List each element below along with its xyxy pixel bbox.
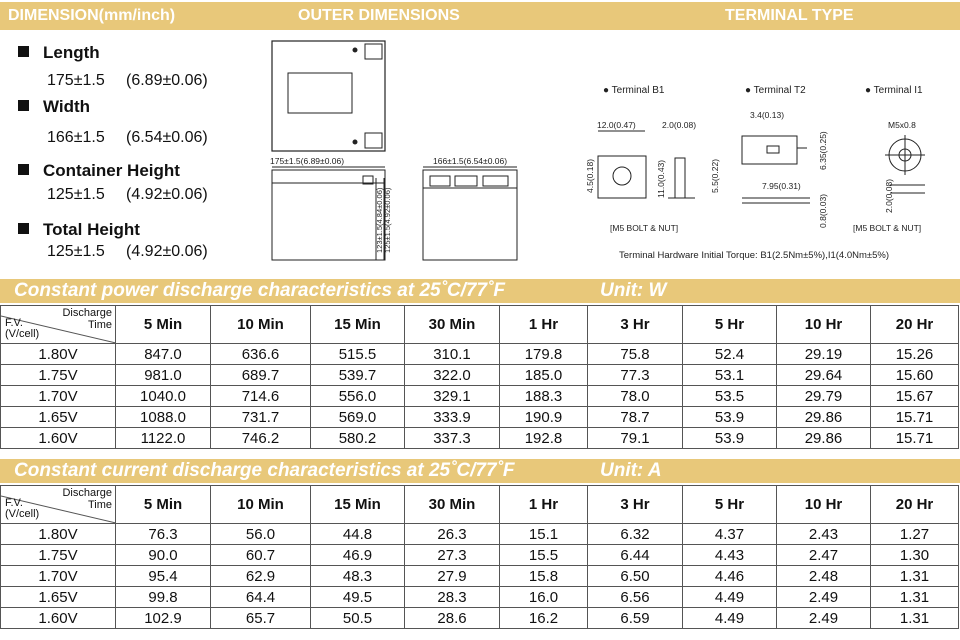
table-cell: 1.27 [871, 524, 959, 545]
column-header: 15 Min [311, 486, 405, 524]
column-header: 20 Hr [871, 306, 959, 344]
column-header: 5 Hr [683, 306, 777, 344]
outer-dimensions-heading: OUTER DIMENSIONS [298, 7, 460, 24]
table-cell: 4.49 [683, 587, 777, 608]
table-cell: 731.7 [211, 407, 311, 428]
column-header: 10 Min [211, 486, 311, 524]
table-cell: 29.79 [777, 386, 871, 407]
column-header: 1 Hr [500, 486, 588, 524]
table-cell: 29.86 [777, 407, 871, 428]
dimension-total-height-value: 125±1.5 (4.92±0.06) [47, 243, 208, 260]
column-header: 10 Min [211, 306, 311, 344]
table-cell: 52.4 [683, 344, 777, 365]
svg-text:11.0(0.43): 11.0(0.43) [656, 159, 666, 198]
svg-text:3.4(0.13): 3.4(0.13) [750, 110, 785, 120]
technical-drawing [255, 38, 960, 270]
table-cell: 179.8 [500, 344, 588, 365]
table-cell: 185.0 [500, 365, 588, 386]
table-cell: 15.71 [871, 428, 959, 449]
table-cell: 6.56 [588, 587, 683, 608]
table-cell: 322.0 [405, 365, 500, 386]
row-voltage-cell: 1.75V [1, 365, 116, 386]
width-dimension-label: 166±1.5(6.54±0.06) [433, 156, 508, 166]
column-header: 5 Min [116, 306, 211, 344]
table-cell: 26.3 [405, 524, 500, 545]
column-header: 20 Hr [871, 486, 959, 524]
table-cell: 847.0 [116, 344, 211, 365]
column-header: 3 Hr [588, 486, 683, 524]
table-cell: 6.44 [588, 545, 683, 566]
dimension-width-value: 166±1.5 (6.54±0.06) [47, 129, 208, 146]
column-header: 10 Hr [777, 486, 871, 524]
dimension-container-height-label: Container Height [18, 161, 180, 181]
row-voltage-cell: 1.70V [1, 386, 116, 407]
table-cell: 50.5 [311, 608, 405, 629]
table-cell: 569.0 [311, 407, 405, 428]
table-cell: 27.3 [405, 545, 500, 566]
current-table-title-bar [0, 459, 960, 483]
table-cell: 190.9 [500, 407, 588, 428]
table-row [1, 545, 959, 566]
table-cell: 15.67 [871, 386, 959, 407]
column-header: 10 Hr [777, 306, 871, 344]
terminal-type-heading: TERMINAL TYPE [725, 7, 854, 24]
table-cell: 4.43 [683, 545, 777, 566]
table-cell: 192.8 [500, 428, 588, 449]
table-cell: 4.46 [683, 566, 777, 587]
table-header-row [1, 486, 959, 524]
column-header: 3 Hr [588, 306, 683, 344]
table-cell: 53.9 [683, 407, 777, 428]
row-voltage-cell: 1.60V [1, 608, 116, 629]
table-row [1, 524, 959, 545]
terminal-i1-drawing [853, 120, 925, 233]
table-cell: 15.26 [871, 344, 959, 365]
table-cell: 6.59 [588, 608, 683, 629]
dimension-length-label: Length [18, 43, 100, 63]
table-cell: 337.3 [405, 428, 500, 449]
svg-text:2.0(0.08): 2.0(0.08) [884, 178, 894, 213]
table-cell: 2.43 [777, 524, 871, 545]
table-cell: 16.2 [500, 608, 588, 629]
power-table-title: Constant power discharge characteristics at 25˚C/77˚F [14, 280, 505, 301]
svg-text:5.5(0.22): 5.5(0.22) [710, 158, 720, 193]
svg-text:7.95(0.31): 7.95(0.31) [762, 181, 801, 191]
length-dimension-label: 175±1.5(6.89±0.06) [270, 156, 345, 166]
column-header: 5 Min [116, 486, 211, 524]
table-cell: 16.0 [500, 587, 588, 608]
row-voltage-cell: 1.75V [1, 545, 116, 566]
side-view-drawing [423, 156, 517, 260]
table-cell: 60.7 [211, 545, 311, 566]
table-cell: 78.0 [588, 386, 683, 407]
table-cell: 53.5 [683, 386, 777, 407]
table-cell: 53.9 [683, 428, 777, 449]
table-cell: 15.71 [871, 407, 959, 428]
table-cell: 333.9 [405, 407, 500, 428]
dimension-heading: DIMENSION(mm/inch) [8, 7, 176, 24]
table-cell: 188.3 [500, 386, 588, 407]
table-cell: 78.7 [588, 407, 683, 428]
terminal-i1-label: ● Terminal I1 [865, 85, 923, 96]
power-table-unit: Unit: W [600, 280, 667, 301]
table-cell: 27.9 [405, 566, 500, 587]
svg-text:[M5 BOLT & NUT]: [M5 BOLT & NUT] [610, 223, 679, 233]
table-cell: 1.31 [871, 566, 959, 587]
table-cell: 636.6 [211, 344, 311, 365]
dimension-width-label: Width [18, 97, 90, 117]
table-cell: 539.7 [311, 365, 405, 386]
current-table-title: Constant current discharge characteristics at 25˚C/77˚F [14, 460, 515, 481]
row-voltage-cell: 1.65V [1, 407, 116, 428]
table-cell: 15.60 [871, 365, 959, 386]
top-view-drawing [272, 41, 385, 151]
terminal-t2-label: ● Terminal T2 [745, 85, 806, 96]
table-cell: 2.47 [777, 545, 871, 566]
power-table [0, 305, 959, 449]
table-cell: 90.0 [116, 545, 211, 566]
header-bar [0, 2, 960, 30]
current-table [0, 485, 959, 629]
table-cell: 53.1 [683, 365, 777, 386]
table-header-row [1, 306, 959, 344]
table-cell: 44.8 [311, 524, 405, 545]
column-header: 30 Min [405, 486, 500, 524]
table-cell: 46.9 [311, 545, 405, 566]
table-row [1, 344, 959, 365]
row-voltage-cell: 1.65V [1, 587, 116, 608]
torque-note: Terminal Hardware Initial Torque: B1(2.5Nm±5%),I1(4.0Nm±5%) [619, 250, 890, 261]
table-cell: 4.49 [683, 608, 777, 629]
table-cell: 981.0 [116, 365, 211, 386]
table-corner-cell: Discharge Time F.V. (V/cell) [1, 306, 116, 344]
terminal-b1-label: ● Terminal B1 [603, 85, 665, 96]
table-cell: 2.49 [777, 608, 871, 629]
power-table-title-bar [0, 279, 960, 303]
table-cell: 1.31 [871, 608, 959, 629]
table-cell: 62.9 [211, 566, 311, 587]
current-table-unit: Unit: A [600, 460, 662, 481]
column-header: 30 Min [405, 306, 500, 344]
table-cell: 4.37 [683, 524, 777, 545]
table-row [1, 407, 959, 428]
svg-text:6.35(0.25): 6.35(0.25) [818, 131, 828, 170]
table-cell: 49.5 [311, 587, 405, 608]
table-cell: 15.5 [500, 545, 588, 566]
table-cell: 1040.0 [116, 386, 211, 407]
table-row [1, 386, 959, 407]
table-cell: 28.6 [405, 608, 500, 629]
column-header: 5 Hr [683, 486, 777, 524]
height-dimension-label-1: 123±1.5(4.84±0.06) [375, 187, 384, 253]
front-view-drawing [270, 156, 392, 260]
table-cell: 77.3 [588, 365, 683, 386]
table-cell: 6.50 [588, 566, 683, 587]
table-cell: 2.49 [777, 587, 871, 608]
table-cell: 746.2 [211, 428, 311, 449]
table-cell: 79.1 [588, 428, 683, 449]
table-cell: 102.9 [116, 608, 211, 629]
terminal-b1-drawing [585, 120, 720, 233]
svg-text:4.5(0.18): 4.5(0.18) [585, 158, 595, 193]
table-cell: 310.1 [405, 344, 500, 365]
table-cell: 65.7 [211, 608, 311, 629]
table-row [1, 587, 959, 608]
table-cell: 64.4 [211, 587, 311, 608]
table-cell: 29.64 [777, 365, 871, 386]
table-cell: 56.0 [211, 524, 311, 545]
row-voltage-cell: 1.80V [1, 344, 116, 365]
table-cell: 28.3 [405, 587, 500, 608]
table-row [1, 428, 959, 449]
table-cell: 515.5 [311, 344, 405, 365]
svg-text:2.0(0.08): 2.0(0.08) [662, 120, 697, 130]
row-voltage-cell: 1.60V [1, 428, 116, 449]
table-cell: 580.2 [311, 428, 405, 449]
table-row [1, 608, 959, 629]
table-cell: 1122.0 [116, 428, 211, 449]
row-voltage-cell: 1.70V [1, 566, 116, 587]
row-voltage-cell: 1.80V [1, 524, 116, 545]
column-header: 15 Min [311, 306, 405, 344]
table-cell: 329.1 [405, 386, 500, 407]
table-row [1, 566, 959, 587]
dimension-container-height-value: 125±1.5 (4.92±0.06) [47, 186, 208, 203]
table-cell: 95.4 [116, 566, 211, 587]
dimension-length-value: 175±1.5 (6.89±0.06) [47, 72, 208, 89]
table-cell: 2.48 [777, 566, 871, 587]
table-cell: 29.19 [777, 344, 871, 365]
table-cell: 1088.0 [116, 407, 211, 428]
column-header: 1 Hr [500, 306, 588, 344]
svg-text:12.0(0.47): 12.0(0.47) [597, 120, 636, 130]
table-cell: 99.8 [116, 587, 211, 608]
table-cell: 29.86 [777, 428, 871, 449]
table-cell: 1.31 [871, 587, 959, 608]
height-dimension-label-2: 125±1.5(4.92±0.06) [383, 187, 392, 253]
table-cell: 714.6 [211, 386, 311, 407]
table-cell: 689.7 [211, 365, 311, 386]
table-corner-cell: Discharge Time F.V. (V/cell) [1, 486, 116, 524]
table-cell: 76.3 [116, 524, 211, 545]
table-cell: 556.0 [311, 386, 405, 407]
svg-text:[M5 BOLT & NUT]: [M5 BOLT & NUT] [853, 223, 922, 233]
table-cell: 48.3 [311, 566, 405, 587]
terminal-t2-drawing [742, 110, 828, 228]
table-row [1, 365, 959, 386]
svg-text:M5x0.8: M5x0.8 [888, 120, 916, 130]
svg-text:0.8(0.03): 0.8(0.03) [818, 193, 828, 228]
table-cell: 15.8 [500, 566, 588, 587]
dimension-total-height-label: Total Height [18, 220, 140, 240]
table-cell: 75.8 [588, 344, 683, 365]
table-cell: 15.1 [500, 524, 588, 545]
table-cell: 6.32 [588, 524, 683, 545]
table-cell: 1.30 [871, 545, 959, 566]
